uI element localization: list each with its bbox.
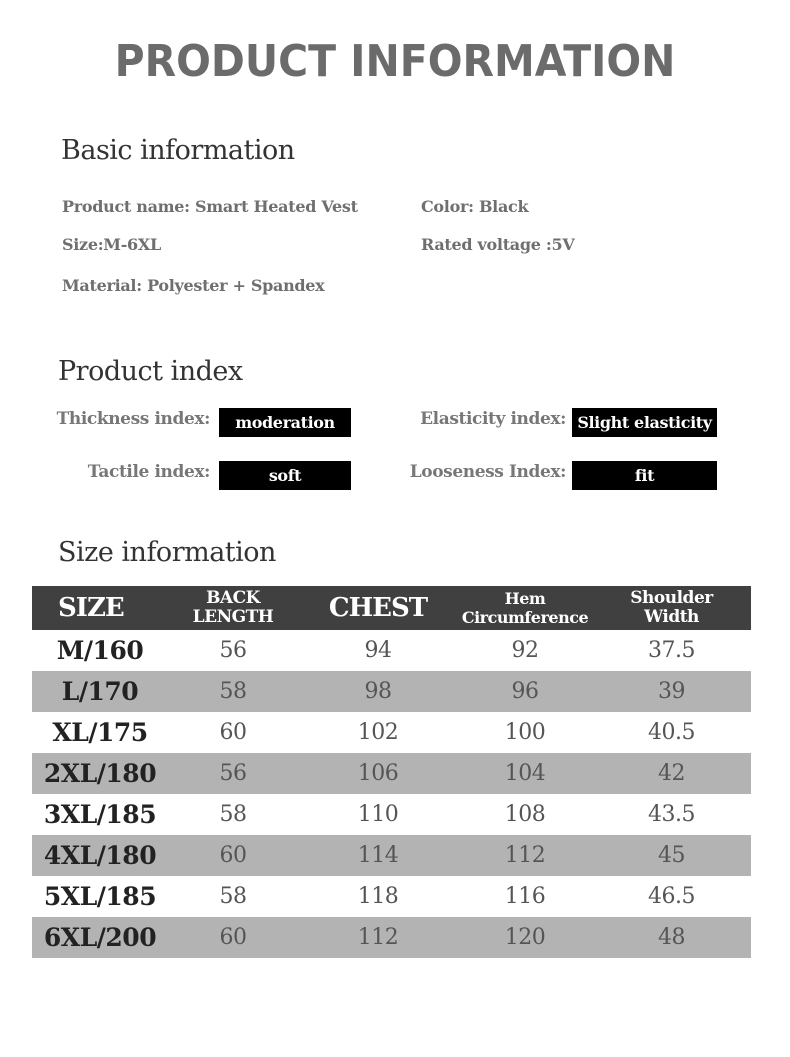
material-text: Material: Polyester + Spandex [62,276,325,295]
cell-chest: 102 [357,720,399,745]
table-row [32,753,751,794]
cell-back-length: 60 [219,925,247,950]
header-shoulder [592,589,751,627]
elasticity-index-badge: Slight elasticity [572,408,717,437]
cell-back-length: 58 [219,802,247,827]
table-row [32,671,751,712]
cell-shoulder: 40.5 [648,720,695,745]
cell-size: XL/175 [52,718,148,747]
tactile-index-label: Tactile index: [87,462,210,482]
cell-shoulder: 45 [658,843,685,868]
size-table [32,586,751,958]
header-shoulder-line2: Width [644,607,699,627]
cell-chest: 112 [357,925,399,950]
cell-size: 4XL/180 [43,841,157,870]
cell-size: 2XL/180 [43,759,157,788]
rated-voltage-text: Rated voltage :5V [421,235,575,254]
cell-size: 6XL/200 [43,923,157,952]
table-row [32,712,751,753]
looseness-index-label: Looseness Index: [409,462,566,482]
table-row [32,876,751,917]
cell-shoulder: 46.5 [648,884,695,909]
thickness-index-label: Thickness index: [56,409,210,429]
cell-hem: 104 [504,761,546,786]
color-text: Color: Black [421,197,529,216]
size-info-heading: Size information [58,537,276,568]
product-index-heading: Product index [58,356,243,387]
cell-size: 5XL/185 [43,882,157,911]
cell-size: L/170 [61,677,139,706]
cell-shoulder: 37.5 [648,638,695,663]
cell-hem: 100 [504,720,546,745]
size-table-header [32,586,751,630]
cell-size: M/160 [56,636,144,665]
cell-size: 3XL/185 [43,800,157,829]
cell-back-length: 56 [219,761,247,786]
cell-shoulder: 39 [658,679,685,704]
cell-hem: 96 [511,679,539,704]
header-hem [458,589,592,627]
cell-hem: 92 [511,638,539,663]
cell-back-length: 60 [219,843,247,868]
cell-hem: 112 [504,843,546,868]
table-row [32,630,751,671]
product-name-text: Product name: Smart Heated Vest [62,197,358,216]
cell-back-length: 60 [219,720,247,745]
tactile-index-badge: soft [219,461,351,490]
elasticity-index-label: Elasticity index: [420,409,566,429]
cell-chest: 118 [357,884,399,909]
cell-hem: 108 [504,802,546,827]
header-shoulder-line1: Shoulder [630,588,713,608]
header-chest: CHEST [328,592,428,623]
page-title: PRODUCT INFORMATION [114,36,676,87]
looseness-index-badge: fit [572,461,717,490]
header-size: SIZE [58,592,124,623]
cell-shoulder: 48 [658,925,685,950]
cell-hem: 120 [504,925,546,950]
cell-shoulder: 42 [658,761,685,786]
cell-back-length: 56 [219,638,247,663]
basic-info-heading: Basic information [61,135,295,166]
size-range-text: Size:M-6XL [62,235,161,254]
table-row [32,835,751,876]
cell-chest: 114 [357,843,399,868]
cell-chest: 94 [364,638,392,663]
cell-back-length: 58 [219,884,247,909]
table-row [32,794,751,835]
header-hem-line2: Circumference [461,608,589,627]
header-back-length-line1: BACK [206,588,260,608]
cell-chest: 110 [357,802,399,827]
table-row [32,917,751,958]
cell-back-length: 58 [219,679,247,704]
header-back-length-line2: LENGTH [192,607,274,627]
cell-chest: 98 [364,679,392,704]
header-back-length [168,589,298,627]
cell-chest: 106 [357,761,399,786]
cell-hem: 116 [504,884,546,909]
header-hem-line1: Hem [504,589,546,608]
cell-shoulder: 43.5 [648,802,695,827]
thickness-index-badge: moderation [219,408,351,437]
